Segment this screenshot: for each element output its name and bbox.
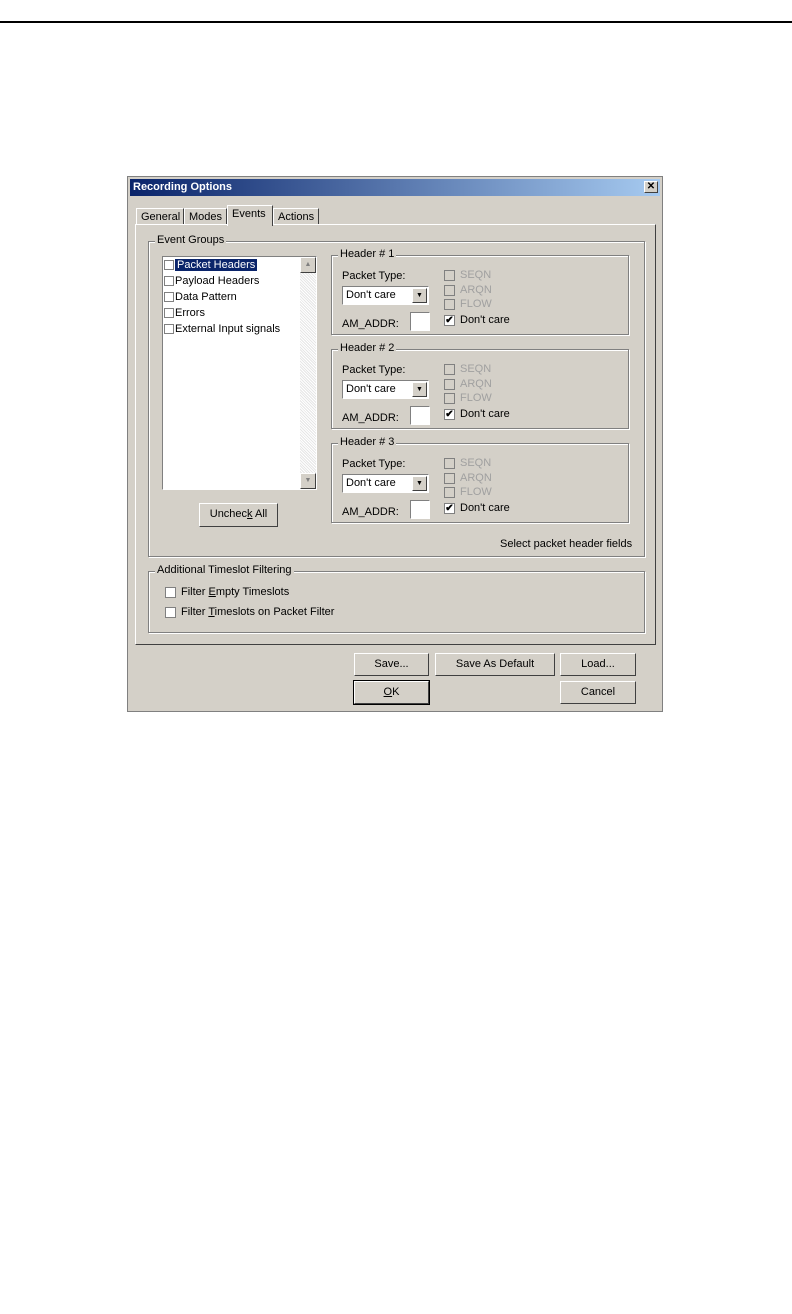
filter-empty-timeslots-checkbox[interactable]: Filter Empty Timeslots <box>165 586 289 600</box>
list-item[interactable]: Data Pattern <box>164 291 237 306</box>
event-groups-list[interactable] <box>162 256 317 490</box>
uncheck-all-button[interactable]: Uncheck All <box>199 503 278 527</box>
packet-type-label: Packet Type: <box>342 270 406 282</box>
page-rule <box>0 21 792 23</box>
arqn-checkbox[interactable]: ARQN <box>444 378 492 392</box>
close-icon[interactable]: ✕ <box>644 181 658 193</box>
dont-care-checkbox[interactable]: ✔ Don't care <box>445 314 510 326</box>
scroll-down-icon[interactable]: ▼ <box>300 473 316 489</box>
recording-options-dialog <box>127 176 663 712</box>
checkbox[interactable] <box>164 276 174 286</box>
packet-type-label: Packet Type: <box>342 458 406 470</box>
filter-timeslots-packet-checkbox[interactable]: Filter Timeslots on Packet Filter <box>165 606 334 620</box>
tab-actions[interactable]: Actions <box>273 208 319 225</box>
timeslot-filtering-group <box>148 564 645 633</box>
am-addr-input[interactable] <box>410 312 430 331</box>
am-addr-input[interactable] <box>410 406 430 425</box>
tab-modes[interactable]: Modes <box>184 208 227 225</box>
list-item[interactable]: External Input signals <box>164 323 280 338</box>
checkbox[interactable] <box>164 292 174 302</box>
save-button[interactable]: Save... <box>354 653 429 676</box>
dont-care-checkbox[interactable]: ✔ Don't care <box>445 502 510 514</box>
title-bar <box>130 179 660 196</box>
dont-care-checkbox[interactable]: ✔ Don't care <box>445 408 510 420</box>
checkbox[interactable] <box>164 260 174 270</box>
checkbox[interactable] <box>164 308 174 318</box>
chevron-down-icon[interactable]: ▼ <box>412 288 427 303</box>
tab-general[interactable]: General <box>136 208 184 225</box>
arqn-checkbox[interactable]: ARQN <box>444 472 492 486</box>
flow-checkbox[interactable]: FLOW <box>444 298 492 312</box>
check-icon: ✔ <box>445 314 454 326</box>
window-title: Recording Options <box>133 181 232 193</box>
event-groups-legend: Event Groups <box>157 234 225 246</box>
checkbox[interactable] <box>164 324 174 334</box>
flow-checkbox[interactable]: FLOW <box>444 392 492 406</box>
tab-events[interactable]: Events <box>227 205 273 226</box>
packet-type-select[interactable]: Don't care ▼ <box>342 474 429 493</box>
header-3-legend: Header # 3 <box>340 436 395 448</box>
header-3-group <box>331 436 629 523</box>
chevron-down-icon[interactable]: ▼ <box>412 476 427 491</box>
chevron-down-icon[interactable]: ▼ <box>412 382 427 397</box>
header-2-legend: Header # 2 <box>340 342 395 354</box>
cancel-button[interactable]: Cancel <box>560 681 636 704</box>
header-1-group <box>331 248 629 335</box>
seqn-checkbox[interactable]: SEQN <box>444 457 491 471</box>
am-addr-label: AM_ADDR: <box>342 318 399 330</box>
scroll-up-icon[interactable]: ▲ <box>300 257 316 273</box>
check-icon: ✔ <box>445 502 454 514</box>
header-2-group <box>331 342 629 429</box>
load-button[interactable]: Load... <box>560 653 636 676</box>
am-addr-label: AM_ADDR: <box>342 412 399 424</box>
header-hint-text: Select packet header fields <box>500 538 633 550</box>
am-addr-input[interactable] <box>410 500 430 519</box>
am-addr-label: AM_ADDR: <box>342 506 399 518</box>
seqn-checkbox[interactable]: SEQN <box>444 269 491 283</box>
seqn-checkbox[interactable]: SEQN <box>444 363 491 377</box>
list-item[interactable]: Packet Headers <box>164 259 257 274</box>
arqn-checkbox[interactable]: ARQN <box>444 284 492 298</box>
list-item[interactable]: Errors <box>164 307 205 322</box>
save-as-default-button[interactable]: Save As Default <box>435 653 555 676</box>
packet-type-label: Packet Type: <box>342 364 406 376</box>
packet-type-select[interactable]: Don't care ▼ <box>342 286 429 305</box>
list-item[interactable]: Payload Headers <box>164 275 259 290</box>
list-scrollbar[interactable] <box>300 257 316 489</box>
check-icon: ✔ <box>445 408 454 420</box>
ok-button[interactable]: OK <box>354 681 429 704</box>
flow-checkbox[interactable]: FLOW <box>444 486 492 500</box>
header-1-legend: Header # 1 <box>340 248 395 260</box>
packet-type-select[interactable]: Don't care ▼ <box>342 380 429 399</box>
timeslot-filtering-legend: Additional Timeslot Filtering <box>157 564 292 576</box>
